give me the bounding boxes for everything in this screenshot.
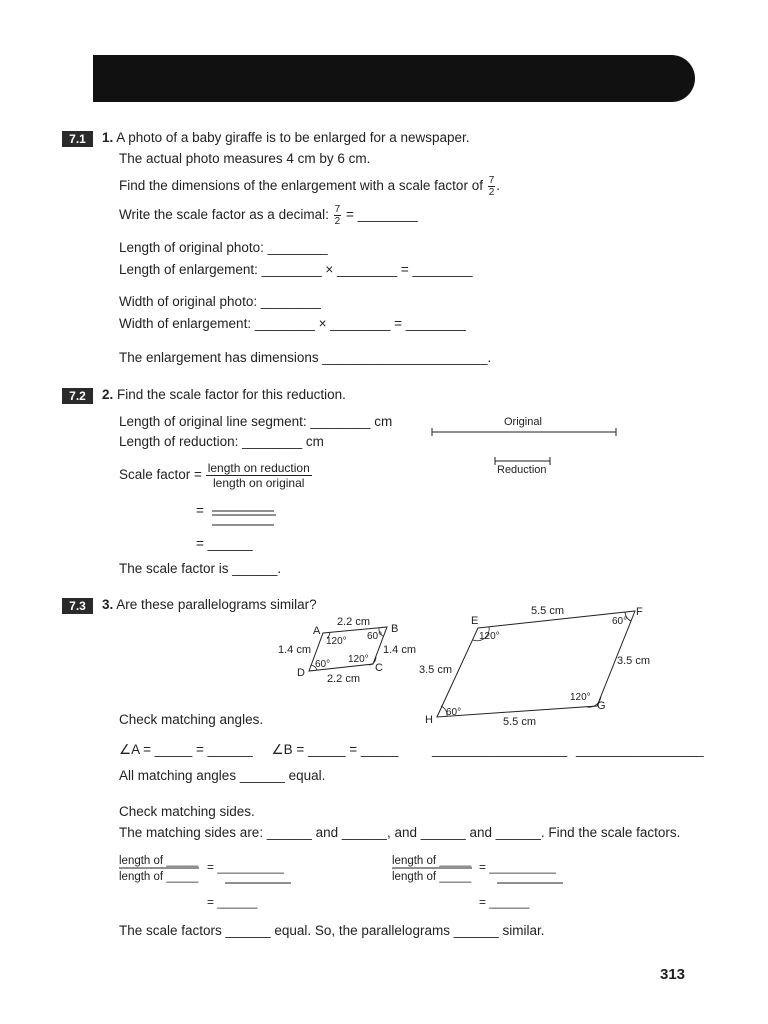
angle-c: 120° xyxy=(348,654,369,665)
length-original-segment: Length of original line segment: ________ cm xyxy=(119,414,393,429)
side-hg-label: 5.5 cm xyxy=(503,716,537,728)
question-text: Find the scale factor for this reduction. xyxy=(117,387,346,402)
numerator: length on reduction xyxy=(207,461,310,475)
vertex-e: E xyxy=(471,615,479,627)
ratio-left-denominator: length of _____ xyxy=(119,871,199,883)
denominator: length on original xyxy=(213,476,305,490)
question-1-line1 xyxy=(102,131,470,146)
vertex-g: G xyxy=(597,700,606,712)
vertex-c: C xyxy=(375,662,383,674)
vertex-d: D xyxy=(297,667,305,679)
angle-f: 60° xyxy=(612,616,628,627)
equals-blank: = ______ xyxy=(196,536,253,551)
question-1-find xyxy=(119,175,500,198)
find-text: Find the dimensions of the enlargement with a scale factor of xyxy=(119,178,483,194)
length-enlargement-line: Length of enlargement: ________ × ________ = ________ xyxy=(119,262,473,277)
numerator: 7 xyxy=(488,175,495,186)
answer-blank-2: _________________ xyxy=(576,742,704,757)
write-blank: = ________ xyxy=(345,207,418,223)
reduction-label: Reduction xyxy=(497,464,547,476)
ratio-right-equals: = __________ xyxy=(479,860,557,874)
angle-e: 120° xyxy=(479,631,500,642)
angle-h: 60° xyxy=(446,707,462,718)
ratio-right-bar xyxy=(392,866,474,870)
section-tag-7-1: 7.1 xyxy=(62,131,93,147)
width-enlargement-line: Width of enlargement: ________ × ________ = ________ xyxy=(119,316,466,331)
check-sides-label: Check matching sides. xyxy=(119,804,255,819)
side-dc-label: 2.2 cm xyxy=(327,673,361,685)
denominator: 2 xyxy=(488,187,495,198)
parallelogram-abcd xyxy=(275,612,425,687)
ratio-left-answer-denominator xyxy=(225,875,295,887)
width-original-line: Width of original photo: ________ xyxy=(119,294,321,309)
final-conclusion: The scale factors ______ equal. So, the parallelograms ______ similar. xyxy=(119,923,545,938)
question-2-line1 xyxy=(102,388,346,403)
answer-blank-1: __________________ xyxy=(432,742,568,757)
write-text: Write the scale factor as a decimal: xyxy=(119,207,329,223)
numerator: 7 xyxy=(334,204,341,215)
blank-fraction xyxy=(210,505,280,530)
equals-sign-1: = xyxy=(196,503,204,518)
side-eh-label: 3.5 cm xyxy=(419,664,453,676)
ratio-left-equals: = __________ xyxy=(207,860,285,874)
period: . xyxy=(496,178,501,194)
matching-sides-line: The matching sides are: ______ and ______, and ______ and ______. Find the scale factors. xyxy=(119,825,681,840)
ratio-left-result: = ______ xyxy=(207,895,258,909)
side-fg-label: 3.5 cm xyxy=(617,655,651,667)
scale-factor-conclusion: The scale factor is ______. xyxy=(119,561,282,576)
check-angles-label: Check matching angles. xyxy=(119,712,264,727)
ratio-right-answer-denominator xyxy=(497,875,567,887)
angle-a: 120° xyxy=(326,636,347,647)
question-number: 3. xyxy=(102,597,114,612)
question-text: Are these parallelograms similar? xyxy=(116,597,317,612)
angle-d: 60° xyxy=(315,659,331,670)
vertex-h: H xyxy=(425,714,433,726)
ratio-left-numerator: length of _____ xyxy=(119,855,199,867)
dimensions-line: The enlargement has dimensions ______________________. xyxy=(119,350,492,365)
question-1-line2: The actual photo measures 4 cm by 6 cm. xyxy=(119,151,371,166)
section-tag-7-2: 7.2 xyxy=(62,388,93,404)
angle-b: 60° xyxy=(367,631,383,642)
section-tag-7-3: 7.3 xyxy=(62,598,93,614)
scale-factor-fraction xyxy=(206,461,312,490)
angle-equations: ∠A = _____ = ______ ∠B = _____ = _____ xyxy=(119,742,399,757)
angle-g: 120° xyxy=(570,692,591,703)
side-bc-label: 1.4 cm xyxy=(383,644,417,656)
page-number: 313 xyxy=(660,966,686,983)
parallelogram-efgh xyxy=(415,600,660,730)
side-ab-label: 2.2 cm xyxy=(337,616,371,628)
original-label: Original xyxy=(504,416,542,428)
question-1-write-decimal xyxy=(119,204,418,227)
denominator: 2 xyxy=(334,216,341,227)
scale-factor-formula xyxy=(119,461,312,490)
scale-factor-fraction-2 xyxy=(334,204,342,227)
vertex-b: B xyxy=(391,623,399,635)
ratio-right-numerator: length of _____ xyxy=(392,855,472,867)
scale-factor-fraction xyxy=(488,175,496,198)
scale-factor-label: Scale factor = xyxy=(119,467,202,483)
segments-figure xyxy=(425,410,625,480)
vertex-a: A xyxy=(313,625,321,637)
ratio-left-bar xyxy=(119,866,201,870)
ratio-right-result: = ______ xyxy=(479,895,530,909)
question-number: 1. xyxy=(102,130,114,145)
length-original-line: Length of original photo: ________ xyxy=(119,240,328,255)
question-number: 2. xyxy=(102,387,114,402)
side-ef-label: 5.5 cm xyxy=(531,605,565,617)
question-3-line1 xyxy=(102,598,317,613)
question-text: A photo of a baby giraffe is to be enlarged for a newspaper. xyxy=(116,130,470,145)
angles-equal-line: All matching angles ______ equal. xyxy=(119,768,326,783)
vertex-f: F xyxy=(636,606,643,618)
side-ad-label: 1.4 cm xyxy=(278,644,312,656)
header-banner xyxy=(93,55,695,102)
ratio-right-denominator: length of _____ xyxy=(392,871,472,883)
length-reduction: Length of reduction: ________ cm xyxy=(119,434,324,449)
